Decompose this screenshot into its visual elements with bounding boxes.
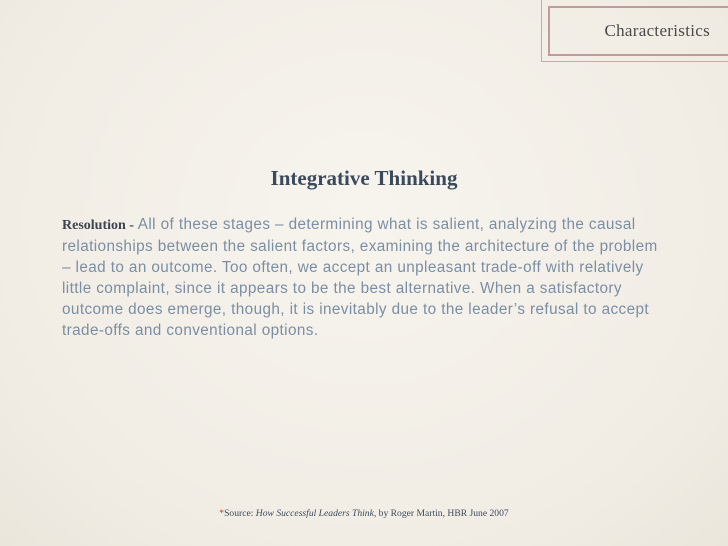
section-label: Characteristics xyxy=(604,21,710,40)
source-asterisk: * xyxy=(219,508,225,519)
section-tab-frame xyxy=(548,6,728,56)
body-lead-label: Resolution - xyxy=(62,218,134,233)
body-text: All of these stages – determining what is salient, analyzing the causal relationships between the salient factors, examining the architecture of the problem – lead to an outcome. Too often, we accept an unpleasant trade-off with relatively little complaint, since it appears to be the best alternative. When a satisfactory outcome does emerge, though, it is inevitably due to the leader’s refusal to accept trade-offs and conventional options. xyxy=(62,216,658,339)
body-paragraph xyxy=(62,214,660,341)
source-prefix: Source: xyxy=(224,508,256,519)
slide-title: Integrative Thinking xyxy=(270,166,458,190)
source-citation xyxy=(0,508,728,519)
section-tab xyxy=(541,0,728,62)
source-title: How Successful Leaders Think, xyxy=(255,508,377,519)
source-suffix: by Roger Martin, HBR June 2007 xyxy=(376,508,509,519)
